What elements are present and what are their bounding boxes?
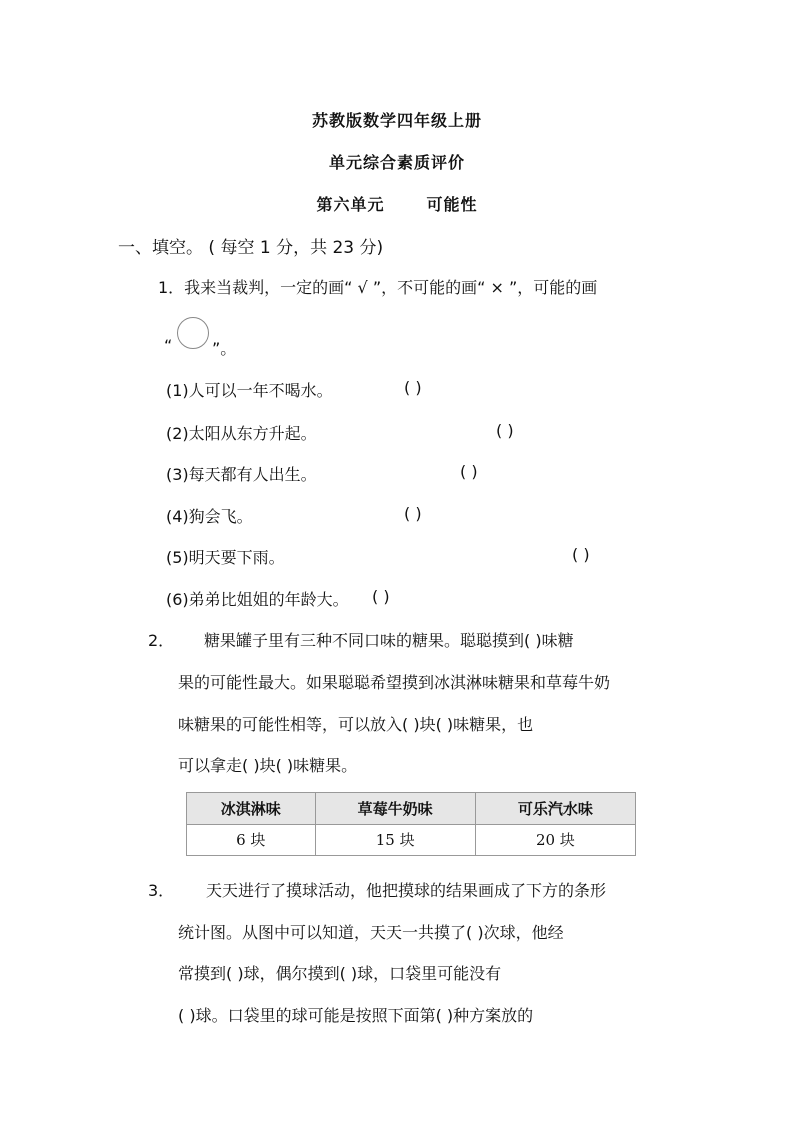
q1-item-1-blank[interactable]: ( )	[404, 378, 422, 397]
title-assessment: 单元综合素质评价	[328, 153, 465, 172]
q1-item-2-blank[interactable]: ( )	[496, 421, 514, 440]
unit-number: 第六单元	[316, 195, 385, 214]
unit-topic: 可能性	[426, 195, 478, 214]
q2-line-2: 果的可能性最大。如果聪聪希望摸到冰淇淋味糖果和草莓牛奶	[178, 673, 611, 692]
q1-item-5: (5)明天要下雨。	[166, 548, 285, 567]
table-row	[187, 824, 636, 856]
q2-line-3: 味糖果的可能性相等，可以放入( )块( )味糖果，也	[178, 715, 534, 734]
q1-item-5-blank[interactable]: ( )	[572, 545, 590, 564]
candy-table	[186, 792, 636, 856]
q3-number: 3．	[148, 881, 175, 900]
q1-close-quote: ”。	[212, 339, 237, 358]
q1-item-6-blank[interactable]: ( )	[372, 587, 390, 606]
q1-item-3-blank[interactable]: ( )	[460, 462, 478, 481]
q3-line-4: ( )球。口袋里的球可能是按照下面第( )种方案放的	[178, 1006, 534, 1025]
table-header-row	[187, 793, 636, 825]
q3-line-3: 常摸到( )球，偶尔摸到( )球，口袋里可能没有	[178, 964, 502, 983]
table-cell: 15 块	[315, 824, 475, 856]
q1-item-6: (6)弟弟比姐姐的年龄大。	[166, 590, 349, 609]
section-heading: 一、填空。 ( 每空 1 分，共 23 分)	[118, 238, 384, 258]
table-cell: 20 块	[475, 824, 635, 856]
q2-number: 2．	[148, 631, 175, 650]
q2-line-4: 可以拿走( )块( )味糖果。	[178, 756, 358, 775]
q3-line-2: 统计图。从图中可以知道，天天一共摸了( )次球，他经	[178, 923, 564, 942]
table-header-cell: 可乐汽水味	[475, 793, 635, 825]
title-textbook: 苏教版数学四年级上册	[311, 111, 482, 130]
table-header-cell: 冰淇淋味	[187, 793, 316, 825]
q1-item-1: (1)人可以一年不喝水。	[166, 381, 333, 400]
q1-item-4-blank[interactable]: ( )	[404, 504, 422, 523]
q3-line-1: 天天进行了摸球活动，他把摸球的结果画成了下方的条形	[206, 881, 607, 900]
table-cell: 6 块	[187, 824, 316, 856]
q1-item-2: (2)太阳从东方升起。	[166, 424, 317, 443]
q1-open-quote: “	[164, 336, 173, 355]
q2-line-1: 糖果罐子里有三种不同口味的糖果。聪聪摸到( )味糖	[204, 631, 574, 650]
table-header-cell: 草莓牛奶味	[315, 793, 475, 825]
q1-stem: 1．我来当裁判，一定的画“ √ ”，不可能的画“ × ”，可能的画	[158, 278, 598, 297]
q1-item-3: (3)每天都有人出生。	[166, 465, 317, 484]
circle-symbol-icon	[177, 317, 209, 349]
q1-item-4: (4)狗会飞。	[166, 507, 253, 526]
title-unit	[0, 192, 794, 215]
